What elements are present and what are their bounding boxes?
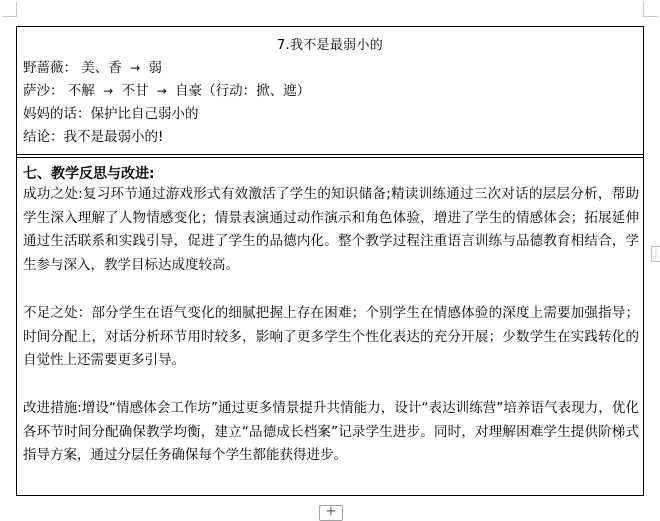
arrow-icon: → bbox=[130, 61, 141, 75]
page-corner-marker bbox=[2, 2, 17, 17]
page-corner-marker bbox=[643, 2, 658, 17]
board-line-mother: 妈妈的话：保护比自己弱小的 bbox=[23, 106, 199, 122]
rose-traits: 美、香 bbox=[81, 60, 122, 76]
document-table bbox=[16, 26, 644, 496]
arrow-icon: → bbox=[103, 84, 114, 98]
sasha-stage-1: 不解 bbox=[67, 83, 95, 99]
side-panel-handle-icon[interactable]: ⋮ bbox=[651, 246, 660, 262]
shortcomings-paragraph: 不足之处：部分学生在语气变化的细腻把握上存在困难；个别学生在情感体验的深度上需要加强指导；时间分配上，对话分析环节用时较多，影响了更多学生个性化表达的充分开展；少数学生在实践转化的自觉性上还需要更多引导。 bbox=[23, 305, 639, 369]
reflection-cell[interactable] bbox=[17, 157, 643, 495]
improvements-paragraph: 改进措施:增设“情感体会工作坊”通过更多情景提升共情能力，设计“表达训练营”培养语气表现力，优化各环节时间分配确保教学均衡，建立“品德成长档案”记录学生进步。同时，对理解困难学生提供阶梯式指导方案，通过分层任务确保每个学生都能获得进步。 bbox=[23, 400, 639, 464]
sasha-label: 萨沙： bbox=[23, 83, 64, 99]
rose-label: 野蔷薇： bbox=[23, 60, 77, 76]
arrow-icon: → bbox=[156, 84, 167, 98]
board-line-sasha bbox=[23, 79, 310, 99]
sasha-stage-2: 不甘 bbox=[121, 83, 149, 99]
reflection-heading: 七、教学反思与改进: bbox=[23, 166, 155, 182]
board-design-cell[interactable] bbox=[17, 27, 643, 155]
lesson-title: 7.我不是最弱小的 bbox=[276, 38, 384, 53]
success-paragraph: 成功之处:复习环节通过游戏形式有效激活了学生的知识储备;精读训练通过三次对话的层层分析，帮助学生深入理解了人物情感变化；情景表演通过动作演示和角色体验，增进了学生的情感体会；拓展延伸通过生活联系和实践引导，促进了学生的品德内化。整个教学过程注重语言训练与品德教育相结合，学生参与深入，教学目标达成度较高。 bbox=[23, 186, 639, 273]
rose-weak: 弱 bbox=[148, 60, 162, 76]
board-line-rose bbox=[23, 56, 162, 76]
sasha-stage-3: 自豪（行动：掀、遮） bbox=[175, 83, 311, 99]
board-line-conclusion: 结论：我不是最弱小的! bbox=[23, 129, 164, 145]
add-row-button[interactable]: + bbox=[319, 505, 343, 521]
